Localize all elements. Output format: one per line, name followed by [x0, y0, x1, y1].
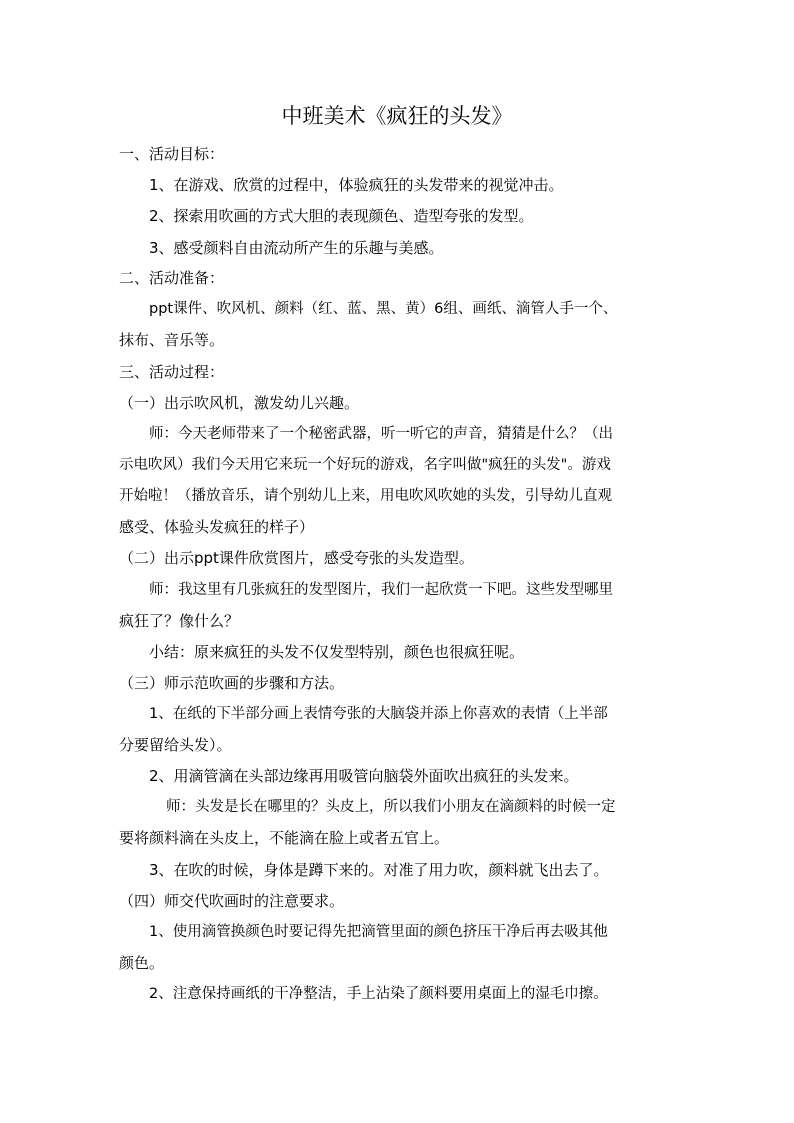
paragraph-line: 要将颜料滴在头皮上，不能滴在脸上或者五官上。 [119, 829, 450, 847]
paragraph-line: 1、使用滴管换颜色时要记得先把滴管里面的颜色挤压干净后再去吸其他 [149, 924, 608, 940]
process-step-3-heading: （三）师示范吹画的步骤和方法。 [119, 674, 345, 692]
paragraph-line: 示电吹风）我们今天用它来玩一个好玩的游戏，名字叫做"疯狂的头发"。游戏 [119, 457, 611, 473]
goal-item-2: 2、探索用吹画的方式大胆的表现颜色、造型夸张的发型。 [149, 207, 534, 225]
preparation-text: ppt课件、吹风机、颜料（红、蓝、黑、黄）6组、画纸、滴管人手一个、 [149, 301, 618, 317]
paragraph-line: 感受、体验头发疯狂的样子） [119, 518, 315, 536]
paragraph-line: 分要留给头发）。 [119, 736, 232, 754]
goal-item-3: 3、感受颜料自由流动所产生的乐趣与美感。 [149, 239, 444, 257]
paragraph-line: 疯狂了？像什么？ [119, 612, 240, 630]
summary-line: 小结：原来疯狂的头发不仅发型特别，颜色也很疯狂呢。 [149, 643, 525, 661]
section-heading-preparation: 二、活动准备： [119, 269, 225, 287]
process-step-4-heading: （四）师交代吹画时的注意要求。 [119, 892, 345, 910]
paragraph-line: 颜色。 [119, 954, 165, 972]
paragraph-line: 2、用滴管滴在头部边缘再用吸管向脑袋外面吹出疯狂的头发来。 [149, 767, 579, 785]
paragraph-line: 2、注意保持画纸的干净整洁，手上沾染了颜料要用桌面上的湿毛巾擦。 [149, 986, 608, 1002]
goal-item-1: 1、在游戏、欣赏的过程中，体验疯狂的头发带来的视觉冲击。 [149, 176, 564, 194]
section-heading-goals: 一、活动目标： [119, 145, 225, 163]
paragraph-line: 1、在纸的下半部分画上表情夸张的大脑袋并添上你喜欢的表情（上半部 [149, 706, 608, 722]
section-heading-process: 三、活动过程： [119, 363, 225, 381]
preparation-text-cont: 抹布、音乐等。 [119, 331, 225, 349]
paragraph-line: 师：头发是长在哪里的？头皮上，所以我们小朋友在滴颜料的时候一定 [166, 799, 616, 815]
document-title: 中班美术《疯狂的头发》 [281, 104, 513, 128]
paragraph-line: 师：今天老师带来了一个秘密武器，听一听它的声音，猜猜是什么？（出 [149, 426, 613, 442]
paragraph-line: 师：我这里有几张疯狂的发型图片，我们一起欣赏一下吧。这些发型哪里 [149, 582, 613, 598]
paragraph-line: 3、在吹的时候，身体是蹲下来的。对准了用力吹，颜料就飞出去了。 [149, 861, 609, 879]
paragraph-line: 开始啦！（播放音乐，请个别幼儿上来，用电吹风吹她的头发，引导幼儿直观 [119, 488, 612, 504]
process-step-2-heading: （二）出示ppt课件欣赏图片，感受夸张的头发造型。 [119, 549, 474, 567]
process-step-1-heading: （一）出示吹风机，激发幼儿兴趣。 [119, 394, 360, 412]
